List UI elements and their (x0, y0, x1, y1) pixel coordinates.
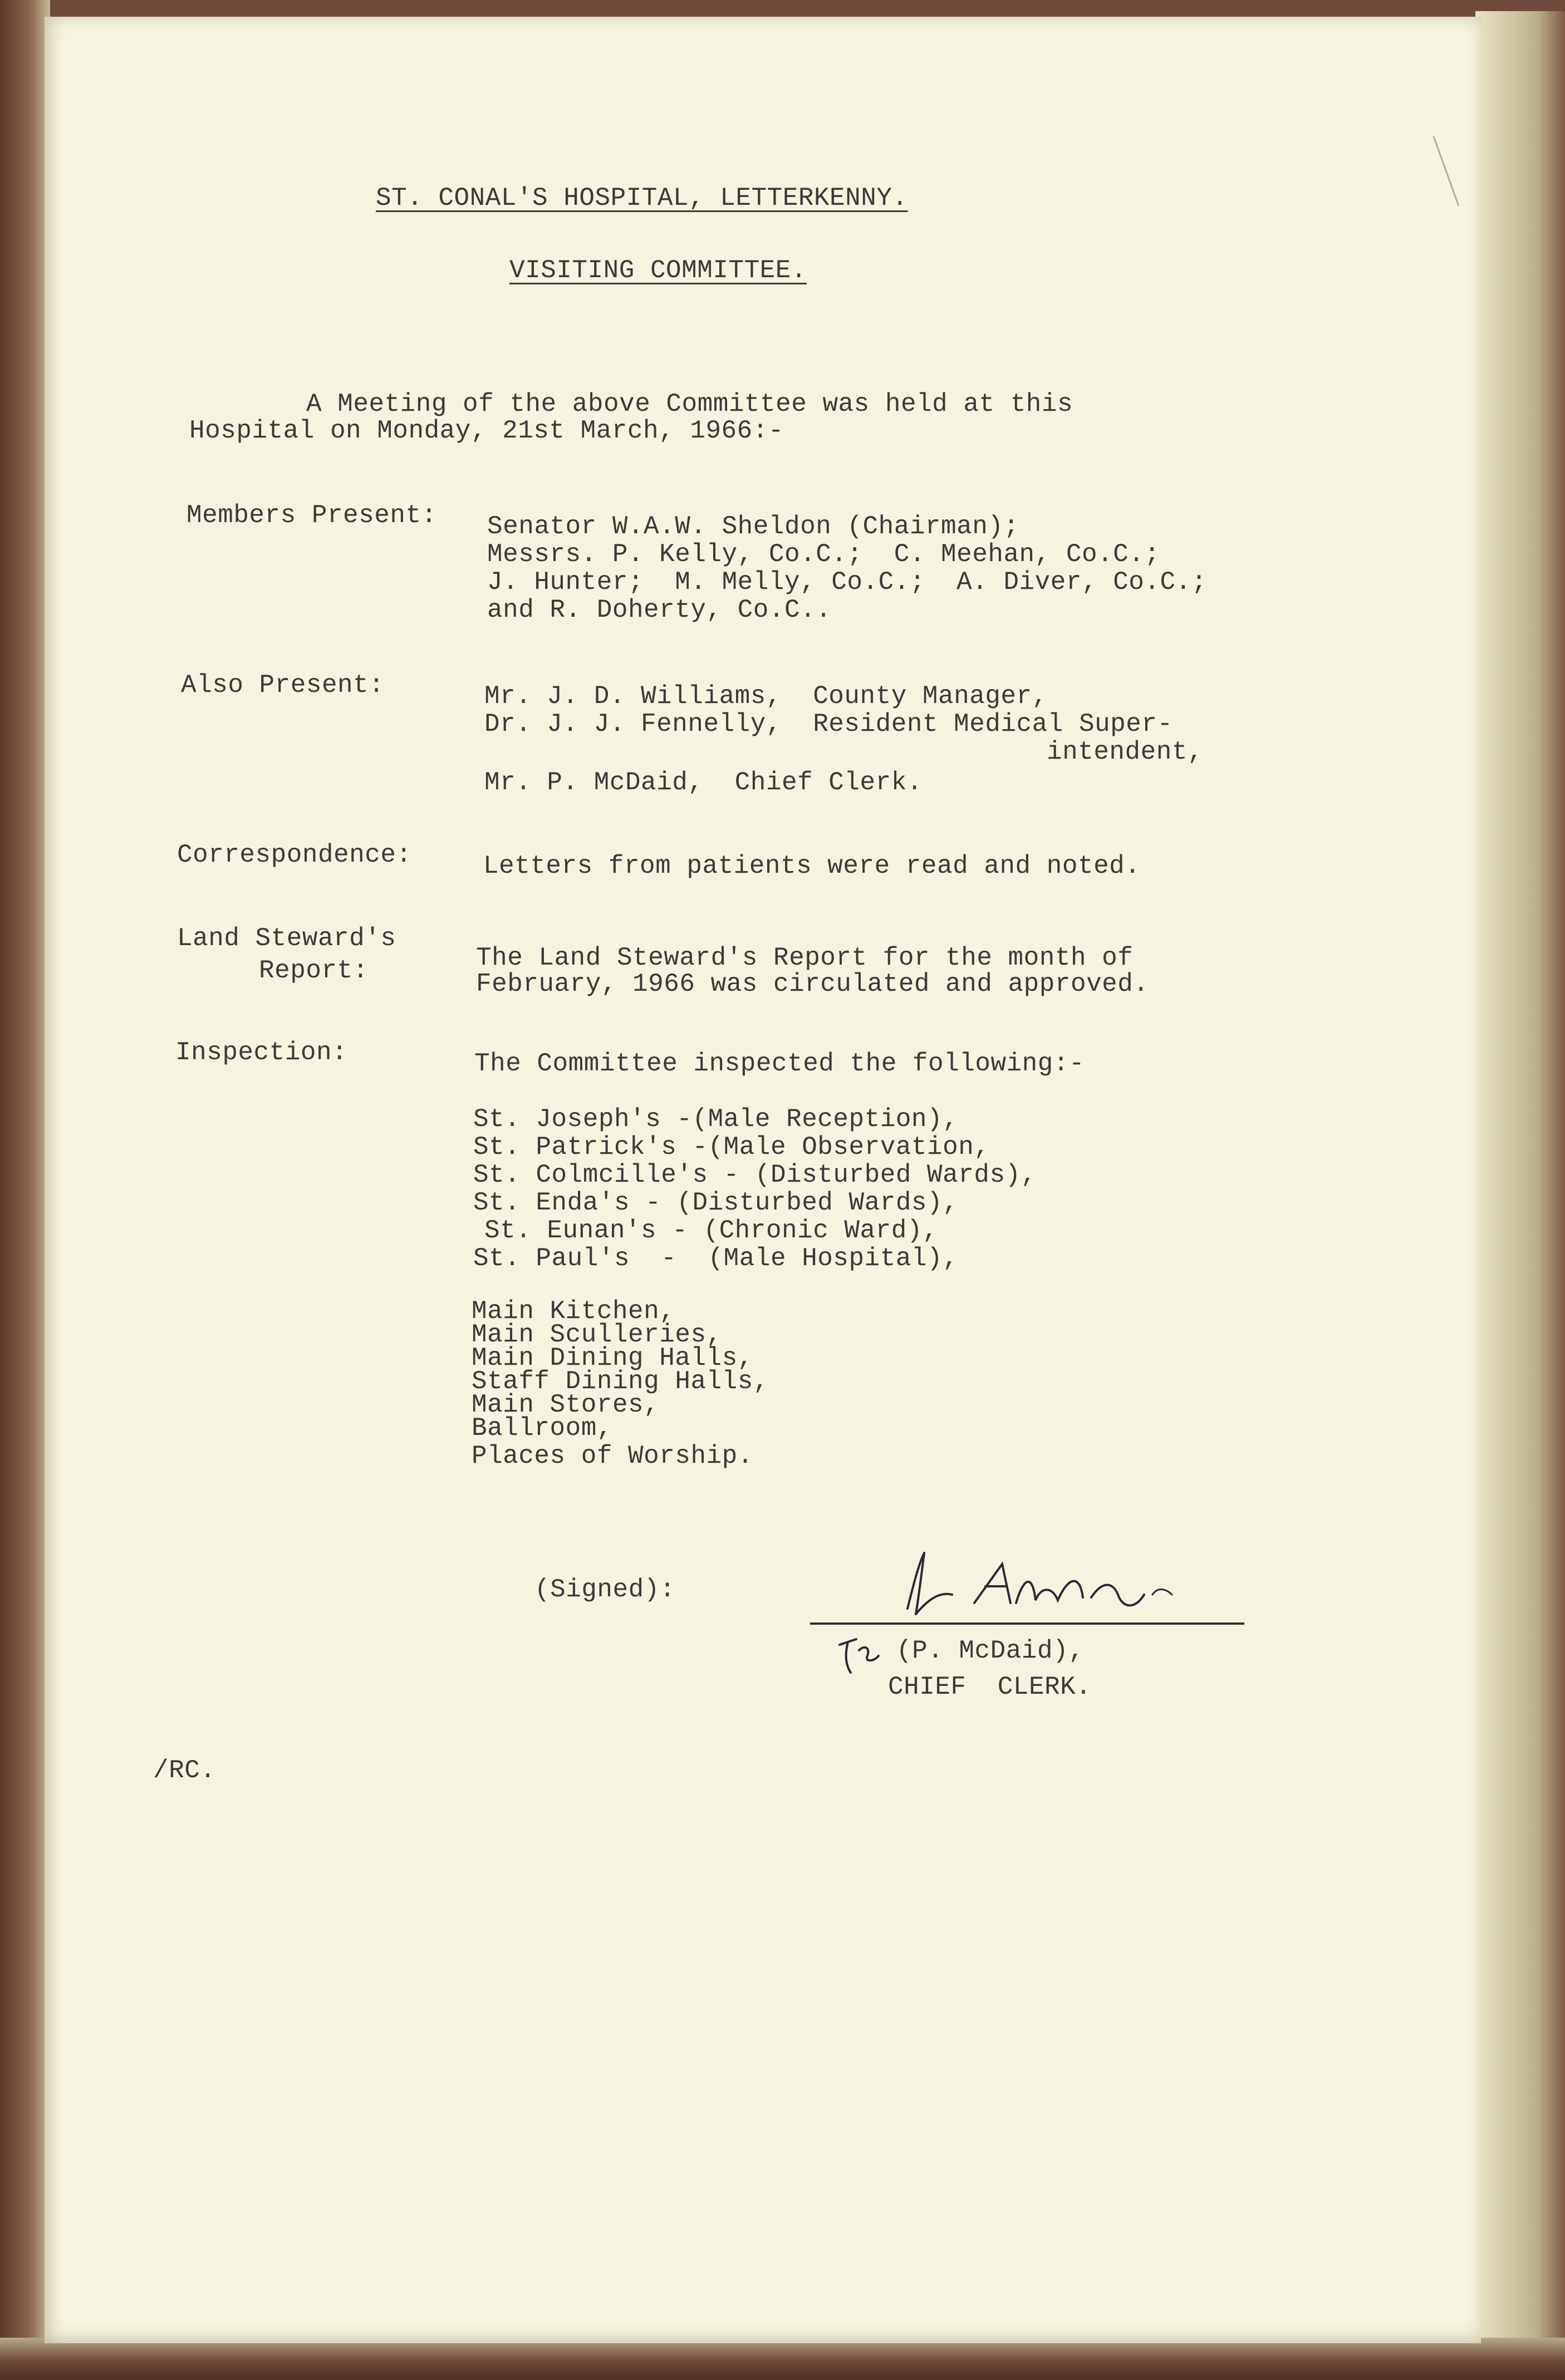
book-binding-left (0, 0, 50, 2380)
also-present-label: Also Present: (181, 671, 385, 700)
correspondence-label: Correspondence: (177, 840, 412, 869)
also-present-line: Mr. P. McDaid, Chief Clerk. (484, 768, 923, 797)
book-binding-bottom (0, 2338, 1565, 2380)
land-steward-label-2: Report: (259, 956, 369, 985)
page-edges-right (1475, 11, 1565, 2349)
document-subtitle: VISITING COMMITTEE. (509, 256, 807, 285)
land-steward-label-1: Land Steward's (177, 924, 396, 953)
handwritten-signature (891, 1542, 1180, 1625)
ward-item: St. Joseph's -(Male Reception), (473, 1105, 959, 1134)
members-present-label: Members Present: (187, 501, 437, 530)
correspondence-text: Letters from patients were read and noted. (483, 852, 1141, 881)
area-item: Places of Worship. (472, 1442, 753, 1471)
area-item: Main Stores, (472, 1390, 660, 1419)
area-item: Main Sculleries, (472, 1320, 722, 1349)
also-present-line: Mr. J. D. Williams, County Manager, (484, 682, 1048, 711)
reference-initials: /RC. (153, 1756, 216, 1785)
handwritten-initials (834, 1622, 901, 1678)
intro-line-2: Hospital on Monday, 21st March, 1966:- (189, 416, 784, 445)
signed-label: (Signed): (534, 1575, 675, 1604)
inspection-label: Inspection: (175, 1038, 348, 1067)
ward-item: St. Paul's - (Male Hospital), (473, 1244, 959, 1273)
ward-item: St. Eunan's - (Chronic Ward), (484, 1216, 939, 1245)
area-item: Main Kitchen, (472, 1297, 675, 1326)
ward-item: St. Patrick's -(Male Observation, (473, 1133, 990, 1162)
document-page (45, 17, 1481, 2343)
document-title: ST. CONAL'S HOSPITAL, LETTERKENNY. (376, 184, 908, 213)
members-line: and R. Doherty, Co.C.. (487, 596, 832, 624)
ward-item: St. Enda's - (Disturbed Wards), (473, 1188, 959, 1217)
signatory-name: (P. McDaid), (896, 1636, 1085, 1665)
also-present-line: Dr. J. J. Fennelly, Resident Medical Super- (484, 710, 1173, 739)
land-steward-line-2: February, 1966 was circulated and approved. (476, 970, 1149, 999)
land-steward-line-1: The Land Steward's Report for the month of (476, 943, 1134, 972)
inspection-intro: The Committee inspected the following:- (474, 1049, 1085, 1078)
members-line: Messrs. P. Kelly, Co.C.; C. Meehan, Co.C.; (487, 540, 1160, 569)
area-item: Staff Dining Halls, (472, 1367, 769, 1396)
ward-item: St. Colmcille's - (Disturbed Wards), (473, 1161, 1037, 1189)
members-line: J. Hunter; M. Melly, Co.C.; A. Diver, Co.C.; (487, 568, 1207, 597)
also-present-line: intendent, (1047, 737, 1204, 766)
area-item: Ballroom, (472, 1414, 612, 1443)
pencil-mark (1431, 134, 1464, 212)
signatory-title: CHIEF CLERK. (888, 1673, 1092, 1702)
members-line: Senator W.A.W. Sheldon (Chairman); (487, 512, 1019, 541)
area-item: Main Dining Halls, (472, 1344, 753, 1373)
intro-line-1: A Meeting of the above Committee was held at this (306, 390, 1073, 419)
